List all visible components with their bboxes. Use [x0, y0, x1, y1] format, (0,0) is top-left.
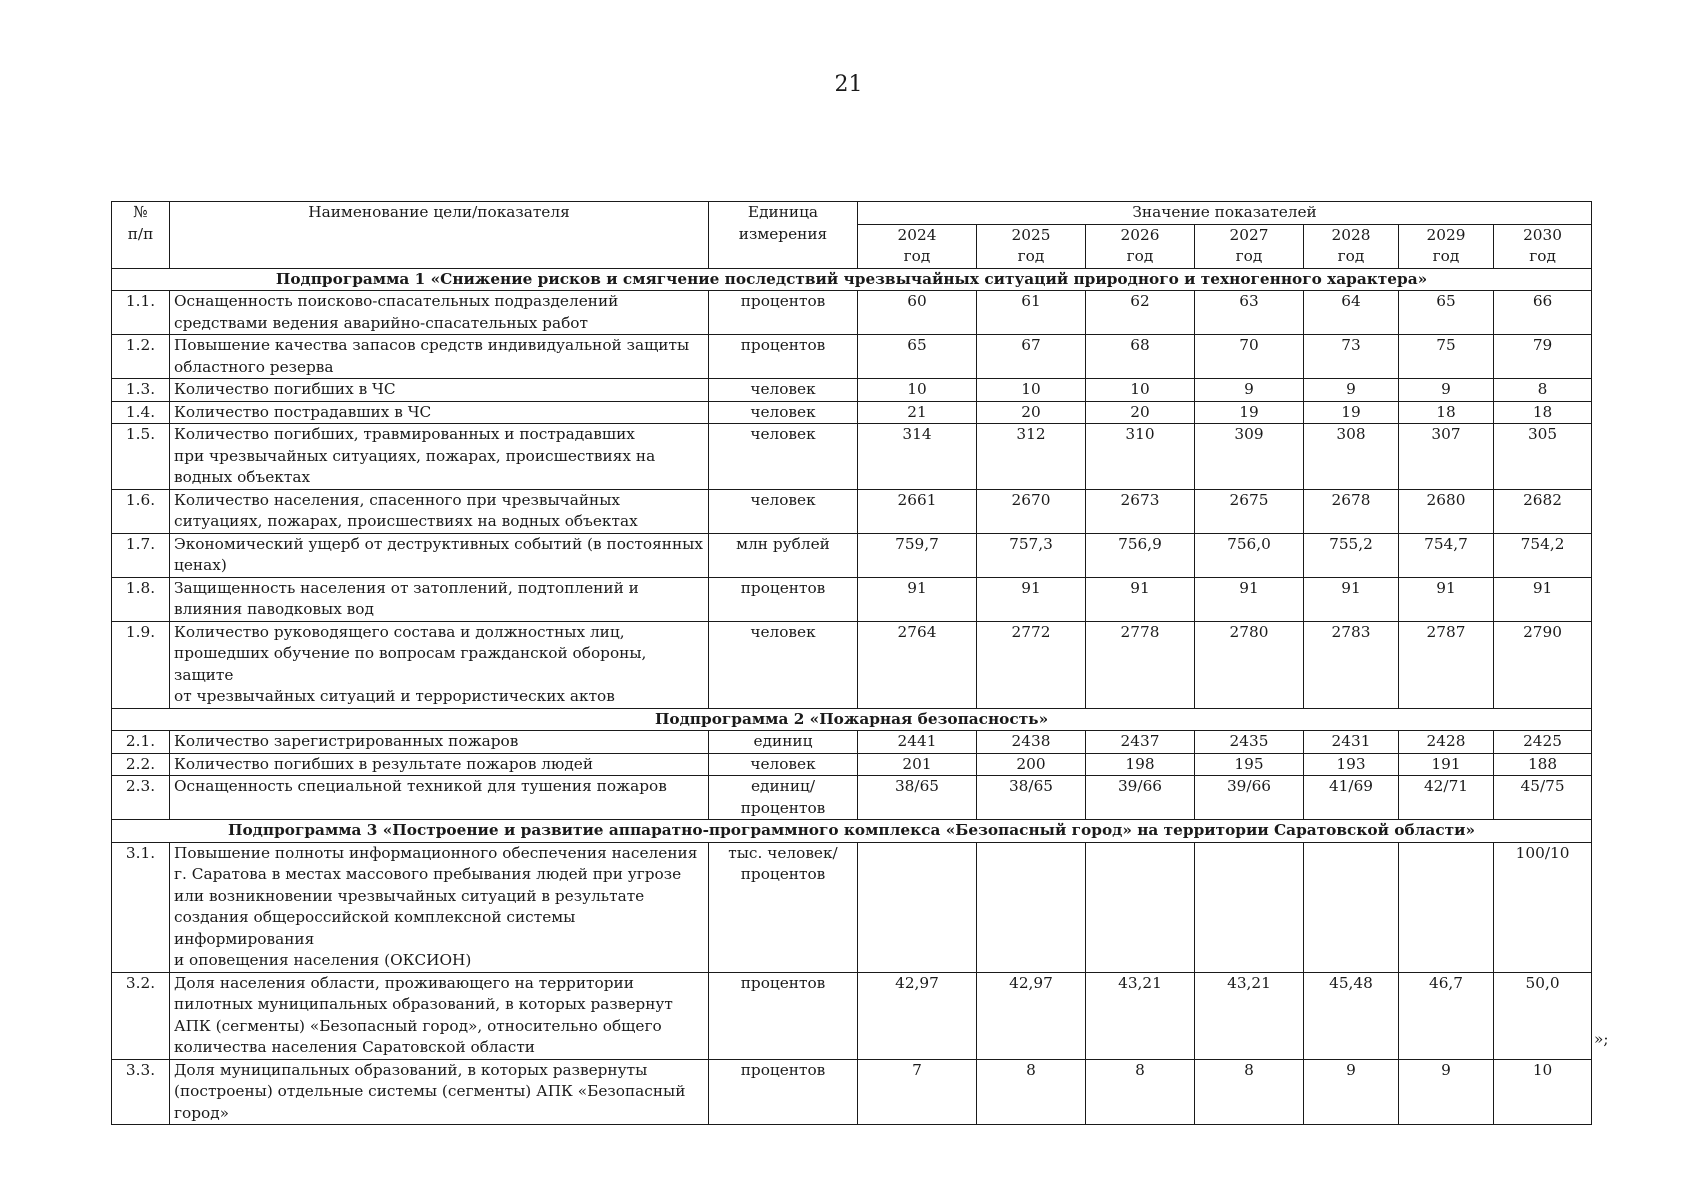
indicator-value: 2764	[858, 621, 977, 708]
indicator-value: 2441	[858, 731, 977, 754]
section-row	[112, 268, 1592, 291]
indicator-value: 42,97	[858, 972, 977, 1059]
indicator-value: 43,21	[1086, 972, 1195, 1059]
indicator-value: 2675	[1195, 489, 1304, 533]
indicator-name: Количество погибших в результате пожаров людей	[170, 753, 709, 776]
indicator-value: 2661	[858, 489, 977, 533]
indicator-value: 310	[1086, 424, 1195, 490]
header-year: 2027 год	[1195, 224, 1304, 268]
indicator-value: 308	[1304, 424, 1399, 490]
indicator-value: 188	[1494, 753, 1592, 776]
indicator-unit: тыс. человек/ процентов	[709, 842, 858, 972]
indicator-value: 38/65	[977, 776, 1086, 820]
table-row	[112, 489, 1592, 533]
row-number: 1.6.	[112, 489, 170, 533]
indicator-value: 19	[1195, 401, 1304, 424]
table-row	[112, 842, 1592, 972]
indicator-unit: процентов	[709, 335, 858, 379]
indicator-value: 759,7	[858, 533, 977, 577]
indicator-unit: млн рублей	[709, 533, 858, 577]
section-row	[112, 820, 1592, 843]
indicator-value: 42/71	[1399, 776, 1494, 820]
indicator-value: 195	[1195, 753, 1304, 776]
indicator-value: 67	[977, 335, 1086, 379]
indicator-value: 91	[1304, 577, 1399, 621]
indicator-unit: процентов	[709, 291, 858, 335]
table-row	[112, 533, 1592, 577]
row-number: 1.8.	[112, 577, 170, 621]
indicator-value: 754,7	[1399, 533, 1494, 577]
row-number: 1.7.	[112, 533, 170, 577]
indicator-value: 2783	[1304, 621, 1399, 708]
indicator-name: Защищенность населения от затоплений, подтоплений и влияния паводковых вод	[170, 577, 709, 621]
indicator-value: 100/10	[1494, 842, 1592, 972]
header-values: Значение показателей	[858, 202, 1592, 225]
indicator-value: 18	[1399, 401, 1494, 424]
row-number: 2.3.	[112, 776, 170, 820]
indicator-value: 9	[1304, 379, 1399, 402]
indicator-value: 65	[1399, 291, 1494, 335]
indicator-value: 2780	[1195, 621, 1304, 708]
indicator-value: 305	[1494, 424, 1592, 490]
indicator-value: 60	[858, 291, 977, 335]
indicator-value: 756,9	[1086, 533, 1195, 577]
row-number: 1.1.	[112, 291, 170, 335]
indicator-value: 9	[1399, 379, 1494, 402]
indicator-unit: человек	[709, 379, 858, 402]
indicator-value: 2431	[1304, 731, 1399, 754]
indicator-value: 312	[977, 424, 1086, 490]
indicator-value: 39/66	[1086, 776, 1195, 820]
indicator-value: 70	[1195, 335, 1304, 379]
indicator-value: 63	[1195, 291, 1304, 335]
indicator-unit: единиц/ процентов	[709, 776, 858, 820]
indicator-value: 43,21	[1195, 972, 1304, 1059]
table-row	[112, 401, 1592, 424]
indicator-value: 2437	[1086, 731, 1195, 754]
indicator-unit: человек	[709, 753, 858, 776]
indicator-value: 91	[977, 577, 1086, 621]
indicator-value: 314	[858, 424, 977, 490]
indicator-value: 10	[1494, 1059, 1592, 1125]
indicator-value: 8	[977, 1059, 1086, 1125]
indicator-name: Оснащенность поисково-спасательных подразделений средствами ведения аварийно-спасательных работ	[170, 291, 709, 335]
table-row	[112, 753, 1592, 776]
indicator-value: 46,7	[1399, 972, 1494, 1059]
table-row	[112, 379, 1592, 402]
indicator-value	[858, 842, 977, 972]
indicator-unit: процентов	[709, 1059, 858, 1125]
indicator-name: Количество погибших, травмированных и пострадавших при чрезвычайных ситуациях, пожарах, происшествиях на водных объектах	[170, 424, 709, 490]
table-body	[112, 268, 1592, 1125]
indicator-name: Количество пострадавших в ЧС	[170, 401, 709, 424]
indicator-value	[1399, 842, 1494, 972]
indicator-unit: человек	[709, 621, 858, 708]
indicator-value: 91	[1195, 577, 1304, 621]
indicator-value: 2673	[1086, 489, 1195, 533]
indicator-value: 2772	[977, 621, 1086, 708]
header-year: 2029 год	[1399, 224, 1494, 268]
indicator-unit: человек	[709, 401, 858, 424]
indicator-value	[1086, 842, 1195, 972]
indicator-value: 2787	[1399, 621, 1494, 708]
indicator-value: 42,97	[977, 972, 1086, 1059]
indicator-value: 41/69	[1304, 776, 1399, 820]
indicator-value: 65	[858, 335, 977, 379]
indicator-value: 45,48	[1304, 972, 1399, 1059]
indicator-value: 91	[1086, 577, 1195, 621]
row-number: 3.2.	[112, 972, 170, 1059]
indicator-value: 10	[858, 379, 977, 402]
indicator-unit: единиц	[709, 731, 858, 754]
indicator-value: 2428	[1399, 731, 1494, 754]
indicator-value: 68	[1086, 335, 1195, 379]
indicator-unit: человек	[709, 424, 858, 490]
section-title: Подпрограмма 2 «Пожарная безопасность»	[112, 708, 1592, 731]
indicator-value: 2682	[1494, 489, 1592, 533]
indicator-value: 201	[858, 753, 977, 776]
indicator-value: 9	[1304, 1059, 1399, 1125]
row-number: 1.4.	[112, 401, 170, 424]
indicator-value: 2425	[1494, 731, 1592, 754]
indicator-value: 2438	[977, 731, 1086, 754]
indicator-value: 75	[1399, 335, 1494, 379]
row-number: 3.3.	[112, 1059, 170, 1125]
indicator-value	[1195, 842, 1304, 972]
header-year: 2024 год	[858, 224, 977, 268]
indicator-name: Количество населения, спасенного при чрезвычайных ситуациях, пожарах, происшествиях на водных объектах	[170, 489, 709, 533]
indicator-value: 10	[1086, 379, 1195, 402]
indicator-name: Оснащенность специальной техникой для тушения пожаров	[170, 776, 709, 820]
table-row	[112, 731, 1592, 754]
indicator-value: 307	[1399, 424, 1494, 490]
row-number: 1.3.	[112, 379, 170, 402]
indicator-value: 7	[858, 1059, 977, 1125]
indicator-value: 45/75	[1494, 776, 1592, 820]
indicator-unit: процентов	[709, 577, 858, 621]
indicator-value: 2678	[1304, 489, 1399, 533]
indicator-value: 2435	[1195, 731, 1304, 754]
header-year: 2028 год	[1304, 224, 1399, 268]
indicators-table-wrap	[111, 201, 1591, 1125]
header-no: № п/п	[112, 202, 170, 269]
row-number: 2.1.	[112, 731, 170, 754]
indicator-name: Повышение качества запасов средств индивидуальной защиты областного резерва	[170, 335, 709, 379]
indicator-value: 756,0	[1195, 533, 1304, 577]
indicator-value: 61	[977, 291, 1086, 335]
indicator-value	[1304, 842, 1399, 972]
indicator-value: 8	[1195, 1059, 1304, 1125]
indicator-name: Доля муниципальных образований, в которых развернуты (построены) отдельные системы (сегменты) АПК «Безопасный город»	[170, 1059, 709, 1125]
indicator-value: 191	[1399, 753, 1494, 776]
indicator-value: 8	[1494, 379, 1592, 402]
indicator-name: Доля населения области, проживающего на территории пилотных муниципальных образований, в которых развернут АПК (сегменты) «Безопасный город», относительно общего количества населения Саратовской области	[170, 972, 709, 1059]
indicator-unit: человек	[709, 489, 858, 533]
row-number: 2.2.	[112, 753, 170, 776]
header-year: 2030 год	[1494, 224, 1592, 268]
indicator-unit: процентов	[709, 972, 858, 1059]
indicator-value: 754,2	[1494, 533, 1592, 577]
row-number: 1.2.	[112, 335, 170, 379]
indicator-value: 10	[977, 379, 1086, 402]
row-number: 3.1.	[112, 842, 170, 972]
header-name: Наименование цели/показателя	[170, 202, 709, 269]
table-row	[112, 291, 1592, 335]
indicator-value: 9	[1399, 1059, 1494, 1125]
indicator-value: 38/65	[858, 776, 977, 820]
header-year: 2025 год	[977, 224, 1086, 268]
indicator-value: 39/66	[1195, 776, 1304, 820]
indicator-value: 193	[1304, 753, 1399, 776]
table-row	[112, 577, 1592, 621]
indicator-value: 9	[1195, 379, 1304, 402]
indicator-value	[977, 842, 1086, 972]
table-row	[112, 972, 1592, 1059]
indicator-value: 50,0	[1494, 972, 1592, 1059]
table-row	[112, 424, 1592, 490]
indicator-value: 91	[858, 577, 977, 621]
table-row	[112, 621, 1592, 708]
row-number: 1.5.	[112, 424, 170, 490]
indicator-value: 2778	[1086, 621, 1195, 708]
page-number: 21	[834, 72, 863, 97]
section-title: Подпрограмма 3 «Построение и развитие аппаратно-программного комплекса «Безопасный город» на территории Саратовской области»	[112, 820, 1592, 843]
section-row	[112, 708, 1592, 731]
indicator-value: 2680	[1399, 489, 1494, 533]
indicator-value: 755,2	[1304, 533, 1399, 577]
indicator-value: 91	[1494, 577, 1592, 621]
indicator-value: 62	[1086, 291, 1195, 335]
indicator-name: Количество зарегистрированных пожаров	[170, 731, 709, 754]
indicator-value: 20	[977, 401, 1086, 424]
indicator-value: 2670	[977, 489, 1086, 533]
indicator-value: 18	[1494, 401, 1592, 424]
indicator-value: 66	[1494, 291, 1592, 335]
indicator-value: 64	[1304, 291, 1399, 335]
indicators-table	[111, 201, 1592, 1125]
indicator-value: 91	[1399, 577, 1494, 621]
indicator-value: 20	[1086, 401, 1195, 424]
indicator-value: 8	[1086, 1059, 1195, 1125]
indicator-value: 73	[1304, 335, 1399, 379]
indicator-value: 2790	[1494, 621, 1592, 708]
header-year: 2026 год	[1086, 224, 1195, 268]
header-unit: Единица измерения	[709, 202, 858, 269]
indicator-name: Количество руководящего состава и должностных лиц, прошедших обучение по вопросам гражданской обороны, защите от чрезвычайных ситуаций и террористических актов	[170, 621, 709, 708]
section-title: Подпрограмма 1 «Снижение рисков и смягчение последствий чрезвычайных ситуаций природного и техногенного характера»	[112, 268, 1592, 291]
indicator-value: 21	[858, 401, 977, 424]
indicator-value: 198	[1086, 753, 1195, 776]
indicator-value: 309	[1195, 424, 1304, 490]
indicator-value: 79	[1494, 335, 1592, 379]
table-header	[112, 202, 1592, 269]
indicator-name: Количество погибших в ЧС	[170, 379, 709, 402]
indicator-name: Повышение полноты информационного обеспечения населения г. Саратова в местах массового пребывания людей при угрозе или возникновении чрезвычайных ситуаций в результате создания общероссийской комплексной системы информирования и оповещения населения (ОКСИОН)	[170, 842, 709, 972]
table-row	[112, 1059, 1592, 1125]
closing-quote: »;	[1594, 1030, 1609, 1048]
indicator-value: 757,3	[977, 533, 1086, 577]
indicator-value: 200	[977, 753, 1086, 776]
indicator-value: 19	[1304, 401, 1399, 424]
table-row	[112, 335, 1592, 379]
indicator-name: Экономический ущерб от деструктивных событий (в постоянных ценах)	[170, 533, 709, 577]
table-row	[112, 776, 1592, 820]
row-number: 1.9.	[112, 621, 170, 708]
